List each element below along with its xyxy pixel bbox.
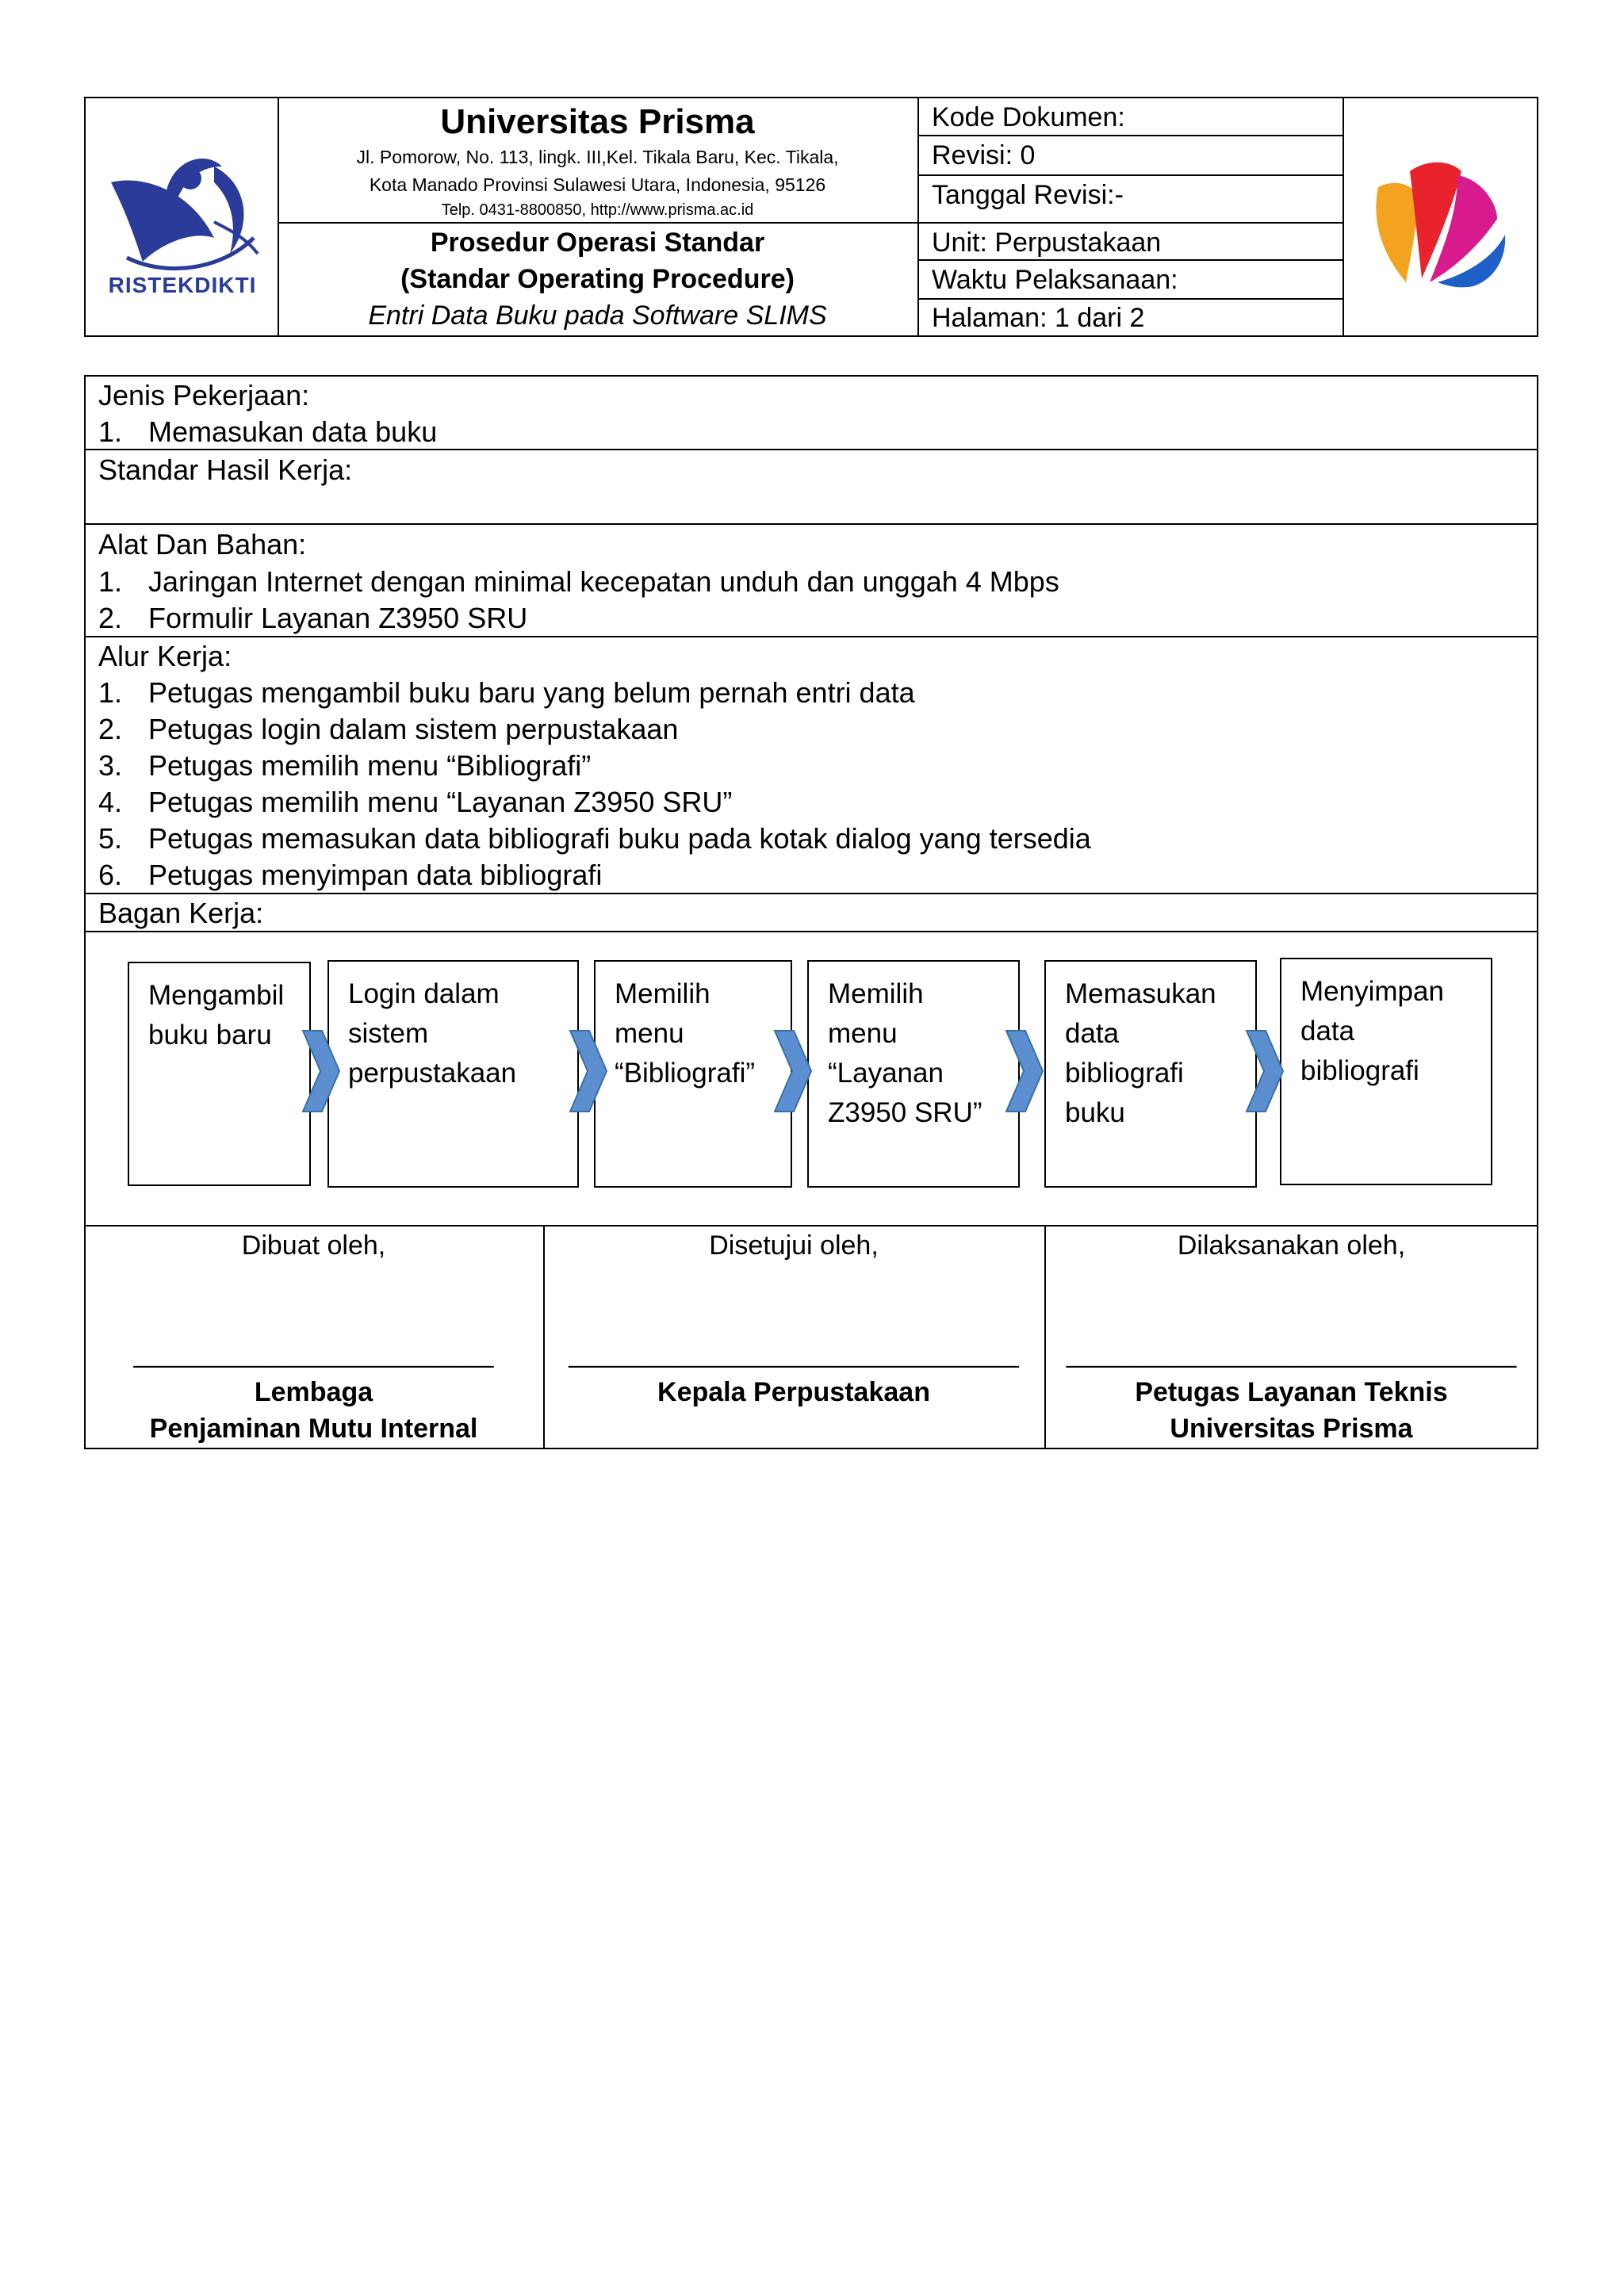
row-line-alur [84,893,1538,894]
meta-tanggal-revisi: Tanggal Revisi:- [932,180,1124,210]
sop-subject: Entri Data Buku pada Software SLIMS [368,300,827,331]
alur-heading: Alur Kerja: [98,640,232,672]
alur-item-num: 4. [98,786,123,818]
bagan-heading: Bagan Kerja: [98,897,264,929]
sig-line-2: ______________________________ [569,1338,1019,1368]
sop-title: Prosedur Operasi Standar [430,228,765,258]
flow-step-1: Mengambil buku baru [128,962,311,1186]
alur-item-num: 5. [98,822,123,855]
sig-name-3a: Petugas Layanan Teknis [1135,1377,1448,1407]
meta-line-4 [917,259,1342,261]
sig-role-3: Dilaksanakan oleh, [1177,1230,1406,1261]
alur-item-num: 6. [98,859,123,891]
sig-name-2a: Kepala Perpustakaan [657,1377,930,1407]
sig-name-1b: Penjaminan Mutu Internal [149,1414,478,1444]
meta-revisi: Revisi: 0 [932,140,1036,170]
alat-item-num: 1. [98,565,123,598]
alat-item-num: 2. [98,602,123,634]
alur-item-text: Petugas memilih menu “Bibliografi” [148,749,592,782]
flow-arrow-icon [773,1029,813,1113]
sig-name-1a: Lembaga [254,1377,373,1407]
sig-name-3b: Universitas Prisma [1170,1414,1413,1444]
alat-heading: Alat Dan Bahan: [98,528,307,561]
row-line-standar [84,523,1538,525]
flow-arrow-icon [1005,1029,1044,1113]
alur-item-num: 1. [98,676,123,709]
sig-role-2: Disetujui oleh, [709,1230,879,1261]
ristekdikti-logo-text: RISTEKDIKTI [108,273,257,297]
alat-item-text: Formulir Layanan Z3950 SRU [148,602,528,634]
address-line-1: Jl. Pomorow, No. 113, lingk. III,Kel. Tikala Baru, Kec. Tikala, [356,147,839,167]
jenis-item-num: 1. [98,415,123,448]
prisma-logo [1362,147,1513,290]
alur-item-num: 3. [98,749,123,782]
flow-step-3: Memilih menu “Bibliografi” [594,960,792,1188]
flow-arrow-icon [569,1029,608,1113]
alur-item-text: Petugas mengambil buku baru yang belum pernah entri data [148,676,915,709]
alur-item-text: Petugas login dalam sistem perpustakaan [148,713,679,745]
flow-arrow-icon [301,1029,341,1113]
university-name: Universitas Prisma [440,102,755,141]
flow-step-4: Memilih menu “Layanan Z3950 SRU” [807,960,1020,1188]
meta-line-1 [917,135,1342,136]
alur-item-text: Petugas memasukan data bibliografi buku pada kotak dialog yang tersedia [148,822,1091,855]
address-line-3: Telp. 0431-8800850, http://www.prisma.ac.id [441,201,754,219]
flow-step-6: Menyimpan data bibliografi [1280,958,1492,1185]
header-divider-2 [917,97,919,337]
row-line-alat [84,636,1538,637]
sig-line-1: ________________________ [133,1338,494,1368]
header-mid-line [278,222,1342,224]
flow-arrow-icon [1245,1029,1285,1113]
standar-heading: Standar Hasil Kerja: [98,453,353,486]
alat-item-text: Jaringan Internet dengan minimal kecepatan unduh dan unggah 4 Mbps [148,565,1059,598]
address-line-2: Kota Manado Provinsi Sulawesi Utara, Indonesia, 95126 [369,174,826,195]
alur-item-text: Petugas menyimpan data bibliografi [148,859,603,891]
flow-step-2: Login dalam sistem perpustakaan [327,960,579,1188]
jenis-item-text: Memasukan data buku [148,415,438,448]
row-line-bagan [84,1225,1538,1226]
header-divider-3 [1342,97,1344,337]
row-line-jenis [84,449,1538,450]
meta-halaman: Halaman: 1 dari 2 [932,303,1145,333]
alur-item-text: Petugas memilih menu “Layanan Z3950 SRU” [148,786,733,818]
prisma-logo-icon [1362,147,1513,290]
meta-unit: Unit: Perpustakaan [932,228,1162,258]
meta-waktu: Waktu Pelaksanaan: [932,265,1178,295]
jenis-heading: Jenis Pekerjaan: [98,379,310,411]
sig-role-1: Dibuat oleh, [241,1230,386,1261]
row-line-bagan-heading [84,931,1538,932]
meta-line-5 [917,298,1342,300]
meta-line-2 [917,174,1342,176]
meta-kode-dokumen: Kode Dokumen: [932,102,1125,132]
sop-title-en: (Standar Operating Procedure) [400,264,795,294]
alur-item-num: 2. [98,713,123,745]
sig-line-3: ______________________________ [1066,1338,1517,1368]
flow-step-5: Memasukan data bibliografi buku [1044,960,1257,1188]
